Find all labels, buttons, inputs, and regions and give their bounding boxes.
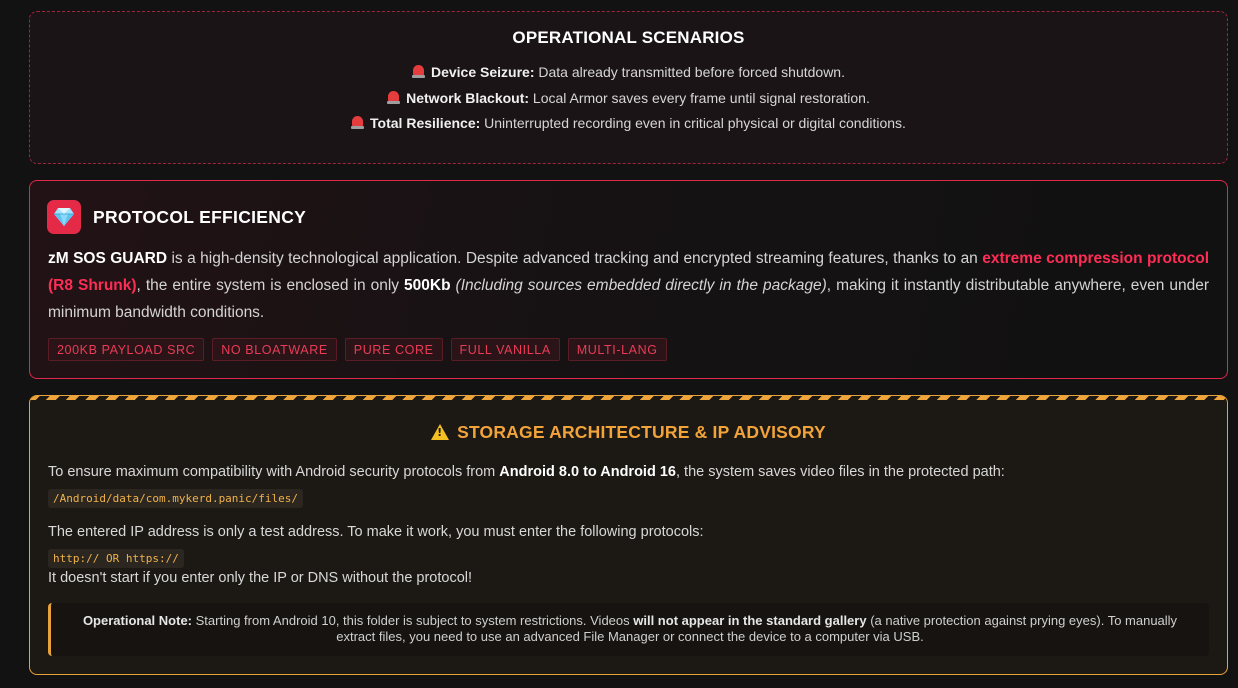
storage-title-text: STORAGE ARCHITECTURE & IP ADVISORY (457, 422, 826, 442)
description-text: is a high-density technological application. Despite advanced tracking and encrypted streaming features, thanks to an (167, 250, 983, 267)
scenarios-title: OPERATIONAL SCENARIOS (512, 28, 745, 47)
siren-icon (412, 65, 425, 78)
protocol-efficiency-panel (29, 180, 1228, 379)
storage-path-code: /Android/data/com.mykerd.panic/files/ (48, 489, 303, 508)
scenario-text: Local Armor saves every frame until signal restoration. (529, 89, 870, 106)
scenario-label: Network Blackout: (406, 89, 530, 106)
protocol-warning: It doesn't start if you enter only the IP or DNS without the protocol! (48, 570, 473, 586)
hazard-stripe (30, 396, 1227, 400)
scenario-label: Device Seizure: (430, 64, 535, 80)
scenario-text: Uninterrupted recording even in critical physical or digital conditions. (480, 115, 906, 131)
ip-paragraph: The entered IP address is only a test address. To make it work, you must enter the following protocols: (48, 524, 704, 540)
protocols-code: http:// OR https:// (48, 549, 184, 568)
efficiency-description (48, 245, 1209, 326)
scenario-item (30, 86, 1227, 112)
siren-icon (387, 91, 400, 104)
feature-tag: 200KB PAYLOAD SRC (48, 338, 204, 361)
warning-icon (431, 424, 449, 440)
efficiency-header (47, 200, 306, 234)
scenario-item (30, 111, 1227, 137)
description-text: , the entire system is enclosed in only (136, 277, 405, 294)
scenario-item (30, 60, 1227, 86)
feature-tag: FULL VANILLA (451, 338, 560, 361)
feature-tags (48, 338, 667, 361)
note-text: Starting from Android 10, this folder is subject to system restrictions. Videos (192, 613, 634, 628)
efficiency-title: PROTOCOL EFFICIENCY (93, 206, 307, 227)
scenario-label: Total Resilience: (370, 115, 481, 131)
storage-title (30, 422, 1227, 443)
storage-paragraph (48, 464, 1209, 480)
feature-tag: MULTI-LANG (568, 338, 667, 361)
package-size: 500Kb (404, 277, 451, 294)
siren-icon (351, 116, 364, 129)
storage-text: , the system saves video files in the protected path: (675, 464, 1005, 480)
compression-highlight: extreme compression protocol (R8 Shrunk) (48, 250, 1209, 294)
app-name: zM SOS GUARD (48, 250, 168, 267)
note-label: Operational Note: (82, 613, 193, 628)
storage-text: To ensure maximum compatibility with Android security protocols from (48, 464, 500, 480)
feature-tag: NO BLOATWARE (212, 338, 337, 361)
operational-scenarios-panel (29, 11, 1228, 164)
operational-note (48, 603, 1209, 656)
scenario-text: Data already transmitted before forced shutdown. (534, 64, 845, 80)
feature-tag: PURE CORE (345, 338, 443, 361)
note-emphasis: will not appear in the standard gallery (633, 613, 867, 628)
description-text: , making it instantly distributable anywhere, even under minimum bandwidth conditions. (48, 277, 1210, 321)
gem-icon (47, 200, 81, 234)
storage-advisory-panel (29, 395, 1228, 675)
package-note: (Including sources embedded directly in the package) (450, 277, 827, 294)
android-range: Android 8.0 to Android 16 (499, 464, 676, 480)
note-text: (a native protection against prying eyes). To manually extract files, you need to use an advanced File Manager or connect the device to a computer via USB. (336, 613, 1178, 644)
